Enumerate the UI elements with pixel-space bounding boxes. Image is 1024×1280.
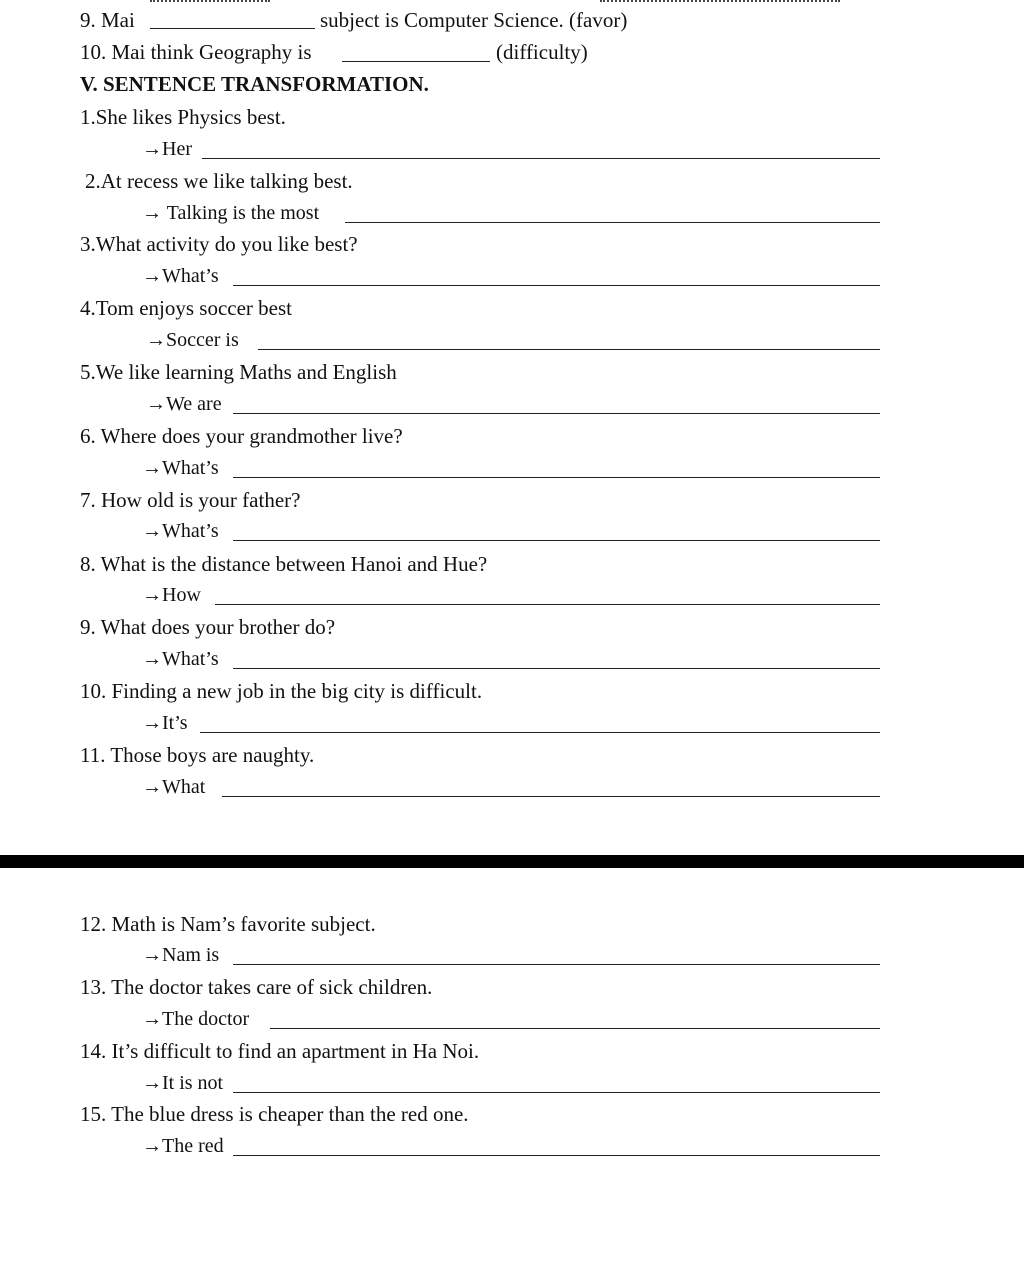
section-heading: V. SENTENCE TRANSFORMATION. — [80, 72, 429, 96]
answer-8-starter: →How — [142, 584, 201, 606]
question-4: 4.Tom enjoys soccer best — [80, 296, 292, 320]
exercise-10-suffix: (difficulty) — [496, 40, 588, 64]
question-2: 2.At recess we like talking best. — [85, 169, 353, 193]
answer-12-starter: →Nam is — [142, 944, 220, 966]
answer-12-blank[interactable] — [233, 964, 880, 965]
answer-15-blank[interactable] — [233, 1155, 880, 1156]
answer-10-starter: →It’s — [142, 712, 188, 734]
question-15: 15. The blue dress is cheaper than the red one. — [80, 1102, 469, 1126]
answer-14-starter: →It is not — [142, 1072, 224, 1094]
page-divider — [0, 855, 1024, 868]
exercise-9-blank[interactable] — [150, 28, 315, 29]
answer-10-blank[interactable] — [200, 732, 880, 733]
answer-9-blank[interactable] — [233, 668, 880, 669]
answer-5-starter: →We are — [146, 393, 222, 415]
exercise-10-prefix: 10. Mai think Geography is — [80, 40, 312, 64]
question-7: 7. How old is your father? — [80, 488, 301, 512]
cropped-previous-line — [150, 0, 270, 2]
answer-8-blank[interactable] — [215, 604, 880, 605]
question-14: 14. It’s difficult to find an apartment in Ha Noi. — [80, 1039, 480, 1063]
question-10: 10. Finding a new job in the big city is difficult. — [80, 679, 483, 703]
answer-11-blank[interactable] — [222, 796, 880, 797]
question-13: 13. The doctor takes care of sick children. — [80, 975, 433, 999]
answer-4-blank[interactable] — [258, 349, 880, 350]
exercise-10-blank[interactable] — [342, 61, 490, 62]
question-11: 11. Those boys are naughty. — [80, 743, 315, 767]
exercise-9-suffix: subject is Computer Science. (favor) — [320, 8, 628, 32]
answer-3-starter: →What’s — [142, 265, 219, 287]
answer-4-starter: →Soccer is — [146, 329, 239, 351]
question-8: 8. What is the distance between Hanoi and Hue? — [80, 552, 488, 576]
answer-1-starter: →Her — [142, 138, 192, 160]
question-1: 1.She likes Physics best. — [80, 105, 286, 129]
answer-6-starter: →What’s — [142, 457, 219, 479]
answer-15-starter: →The red — [142, 1135, 224, 1157]
answer-13-blank[interactable] — [270, 1028, 880, 1029]
answer-3-blank[interactable] — [233, 285, 880, 286]
question-9: 9. What does your brother do? — [80, 615, 336, 639]
question-6: 6. Where does your grandmother live? — [80, 424, 403, 448]
question-12: 12. Math is Nam’s favorite subject. — [80, 912, 376, 936]
question-5: 5.We like learning Maths and English — [80, 360, 397, 384]
answer-2-blank[interactable] — [345, 222, 880, 223]
answer-13-starter: →The doctor — [142, 1008, 250, 1030]
answer-6-blank[interactable] — [233, 477, 880, 478]
answer-14-blank[interactable] — [233, 1092, 880, 1093]
answer-9-starter: →What’s — [142, 648, 219, 670]
answer-5-blank[interactable] — [233, 413, 880, 414]
answer-1-blank[interactable] — [202, 158, 880, 159]
answer-7-starter: →What’s — [142, 520, 219, 542]
answer-2-starter: → Talking is the most — [142, 202, 320, 224]
question-3: 3.What activity do you like best? — [80, 232, 358, 256]
answer-11-starter: →What — [142, 776, 206, 798]
cropped-previous-line — [600, 0, 840, 2]
answer-7-blank[interactable] — [233, 540, 880, 541]
exercise-9-prefix: 9. Mai — [80, 8, 135, 32]
